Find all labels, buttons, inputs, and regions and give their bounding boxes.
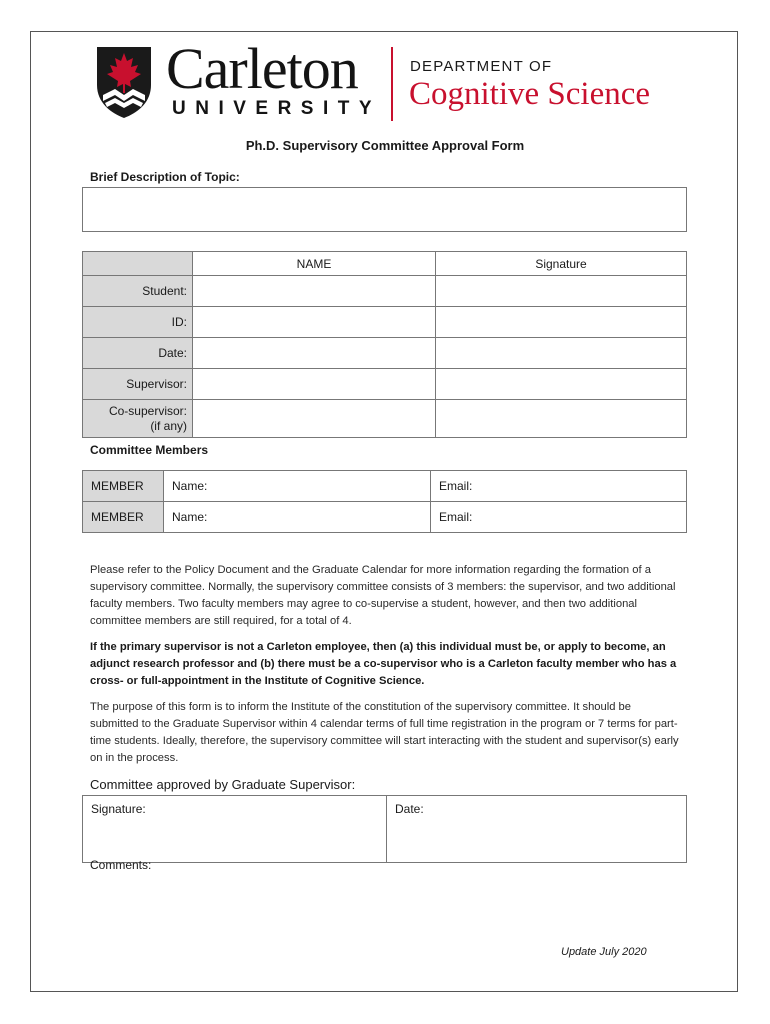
student-info-table <box>82 251 687 438</box>
purpose-paragraph: The purpose of this form is to inform the Institute of the constitution of the supervisory committee. It should be submitted to the Graduate Supervisor within 4 calendar terms of full time registration in the program or 7 terms for part-time students. Ideally, therefore, the supervisory committee will start interacting with the student and supervisor(s) early on in the process. <box>90 701 679 764</box>
id-signature-field[interactable] <box>436 307 687 338</box>
carleton-shield-icon <box>95 45 153 119</box>
committee-table <box>82 470 687 533</box>
form-title: Ph.D. Supervisory Committee Approval Form <box>245 138 525 153</box>
department-name: Cognitive Science <box>409 76 651 112</box>
logo-university: UNIVERSITY <box>172 98 382 119</box>
logo-divider <box>391 47 393 121</box>
member-email-field[interactable]: Email: <box>431 471 687 502</box>
cosupervisor-label-line2: (if any) <box>150 418 187 433</box>
member-name-field[interactable]: Name: <box>164 502 431 533</box>
comments-label: Comments: <box>90 858 152 872</box>
topic-label: Brief Description of Topic: <box>90 170 240 184</box>
name-column-header: NAME <box>193 252 436 276</box>
member-label: MEMBER <box>83 502 164 533</box>
cosupervisor-label <box>83 400 193 438</box>
department-of-label: DEPARTMENT OF <box>410 58 553 75</box>
update-note: Update July 2020 <box>561 946 647 958</box>
id-name-field[interactable] <box>193 307 436 338</box>
supervisor-name-field[interactable] <box>193 369 436 400</box>
approval-heading: Committee approved by Graduate Supervisor: <box>90 777 356 792</box>
date-signature-field[interactable] <box>436 338 687 369</box>
table-corner-cell <box>83 252 193 276</box>
committee-heading: Committee Members <box>90 443 209 457</box>
approval-table <box>82 795 687 863</box>
member-name-field[interactable]: Name: <box>164 471 431 502</box>
id-label: ID: <box>83 307 193 338</box>
student-signature-field[interactable] <box>436 276 687 307</box>
approval-date-field[interactable]: Date: <box>387 796 687 863</box>
supervisor-label: Supervisor: <box>83 369 193 400</box>
table-row <box>83 471 687 502</box>
member-email-field[interactable]: Email: <box>431 502 687 533</box>
student-label: Student: <box>83 276 193 307</box>
student-name-field[interactable] <box>193 276 436 307</box>
cosupervisor-signature-field[interactable] <box>436 400 687 438</box>
topic-description-field[interactable] <box>82 187 687 232</box>
table-row <box>83 502 687 533</box>
cosupervisor-name-field[interactable] <box>193 400 436 438</box>
approval-signature-field[interactable]: Signature: <box>83 796 387 863</box>
signature-column-header: Signature <box>436 252 687 276</box>
cosupervisor-label-line1: Co-supervisor: <box>108 403 187 418</box>
logo-wordmark: Carleton <box>166 36 358 101</box>
date-name-field[interactable] <box>193 338 436 369</box>
supervisor-signature-field[interactable] <box>436 369 687 400</box>
member-label: MEMBER <box>83 471 164 502</box>
date-label: Date: <box>83 338 193 369</box>
policy-paragraph: Please refer to the Policy Document and the Graduate Calendar for more information regarding the formation of a supervisory committee. Normally, the supervisory committee consists of 3 members: the supervisor, and two additional faculty members. Two faculty members may agree to co-supervise a student, however, and then two additional committee members are still required, for a total of 4. <box>90 564 676 627</box>
requirements-paragraph: If the primary supervisor is not a Carleton employee, then (a) this individual must be, or apply to become, an adjunct research professor and (b) there must be a co-supervisor who is a Carleton faculty member who has a cross- or full-appointment in the Institute of Cognitive Science. <box>90 641 677 687</box>
